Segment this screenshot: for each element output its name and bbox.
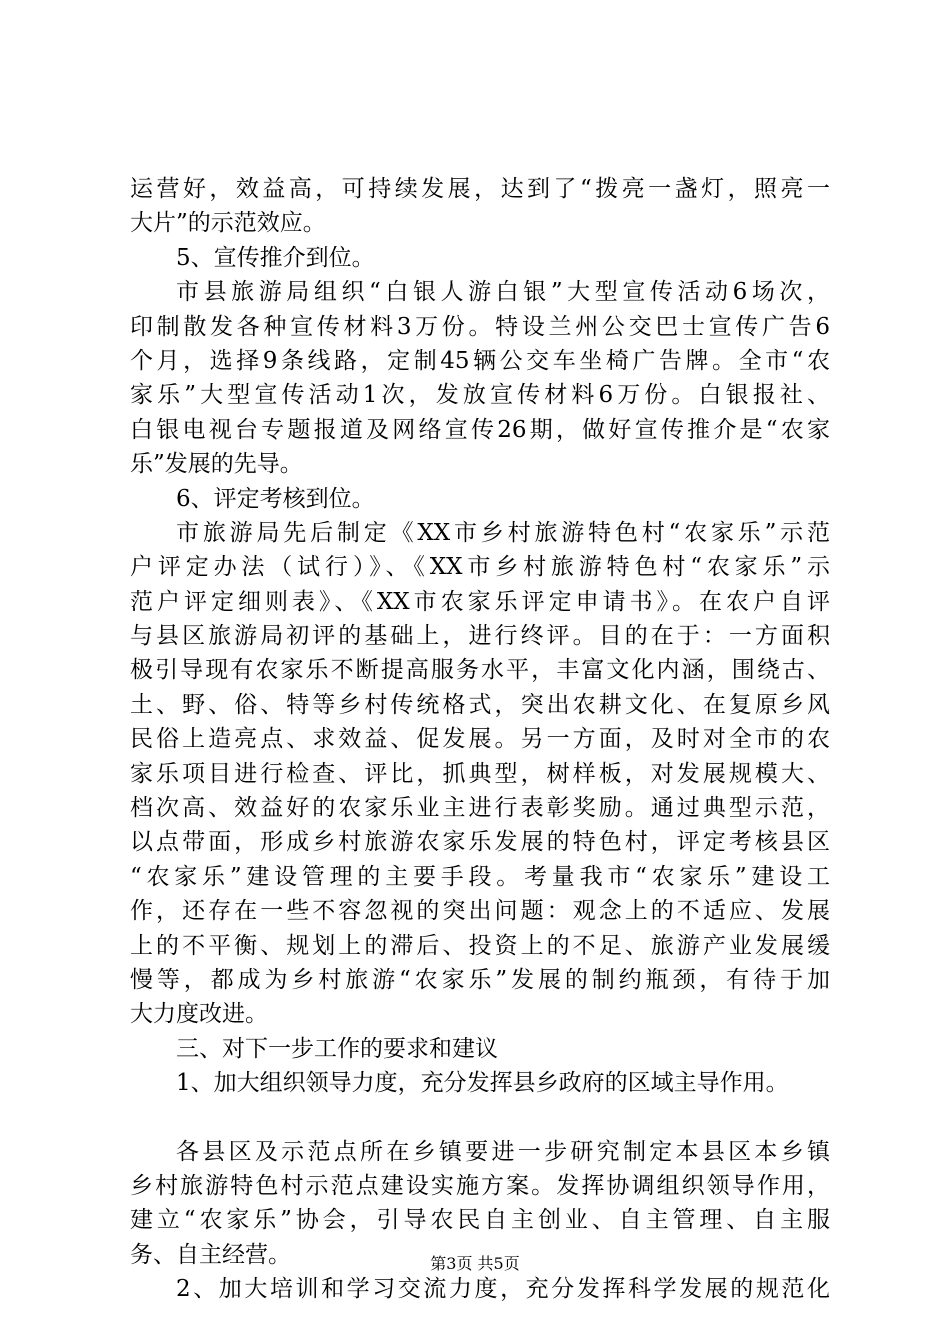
text-line: 慢等，都成为乡村旅游“农家乐”发展的制约瓶颈，有待于加 (130, 966, 830, 993)
text-line: 民俗上造亮点、求效益、促发展。另一方面，及时对全市的农 (130, 726, 830, 753)
text-line: 大片”的示范效应。 (130, 210, 326, 237)
text-line: 建立“农家乐”协会，引导农民自主创业、自主管理、自主服 (130, 1207, 830, 1234)
text-line: 土、野、俗、特等乡村传统格式，突出农耕文化、在复原乡风 (130, 691, 830, 718)
page-footer (0, 1251, 950, 1274)
text-line: 作，还存在一些不容忽视的突出问题：观念上的不适应、发展 (130, 898, 830, 925)
text-line: 上的不平衡、规划上的滞后、投资上的不足、旅游产业发展缓 (130, 932, 830, 959)
text-line: 印制散发各种宣传材料3万份。特设兰州公交巴士宣传广告6 (130, 313, 830, 340)
section-heading: 5、宣传推介到位。 (176, 244, 375, 271)
section-heading: 6、评定考核到位。 (176, 485, 375, 512)
text-line: 与县区旅游局初评的基础上，进行终评。目的在于：一方面积 (130, 623, 830, 650)
text-line: 市旅游局先后制定《XX市乡村旅游特色村“农家乐”示范 (176, 519, 830, 546)
text-line: 以点带面，形成乡村旅游农家乐发展的特色村，评定考核县区 (130, 829, 830, 856)
text-line: 极引导现有农家乐不断提高服务水平，丰富文化内涵，围绕古、 (130, 657, 830, 684)
section-heading: 1、加大组织领导力度，充分发挥县乡政府的区域主导作用。 (176, 1070, 789, 1097)
page-number: 第3页 共5页 (430, 1254, 520, 1273)
text-line: “农家乐”建设管理的主要手段。考量我市“农家乐”建设工 (130, 863, 830, 890)
text-line: 乐”发展的先导。 (130, 451, 303, 478)
text-line: 市县旅游局组织“白银人游白银”大型宣传活动6场次， (176, 279, 830, 306)
section-heading: 2、加大培训和学习交流力度，充分发挥科学发展的规范化 (176, 1276, 830, 1303)
text-line: 家乐项目进行检查、评比，抓典型，树样板，对发展规模大、 (130, 760, 830, 787)
text-line: 个月，选择9条线路，定制45辆公交车坐椅广告牌。全市“农 (130, 347, 830, 374)
body-text (130, 172, 830, 1307)
text-line: 档次高、效益好的农家乐业主进行表彰奖励。通过典型示范， (130, 795, 830, 822)
text-line: 家乐”大型宣传活动1次，发放宣传材料6万份。白银报社、 (130, 382, 830, 409)
text-line: 大力度改进。 (130, 1001, 268, 1028)
text-line: 白银电视台专题报道及网络宣传26期，做好宣传推介是“农家 (130, 416, 830, 443)
text-line: 乡村旅游特色村示范点建设实施方案。发挥协调组织领导作用， (130, 1172, 830, 1199)
text-line: 户评定办法（试行）》、《XX市乡村旅游特色村“农家乐”示 (130, 554, 830, 581)
text-line: 范户评定细则表》、《XX市农家乐评定申请书》。在农户自评 (130, 588, 830, 615)
section-heading: 三、对下一步工作的要求和建议 (176, 1035, 498, 1062)
text-line: 务、自主经营。 (130, 1241, 291, 1268)
text-line: 各县区及示范点所在乡镇要进一步研究制定本县区本乡镇 (176, 1138, 830, 1165)
text-line: 运营好，效益高，可持续发展，达到了“拨亮一盏灯，照亮一 (130, 176, 830, 202)
